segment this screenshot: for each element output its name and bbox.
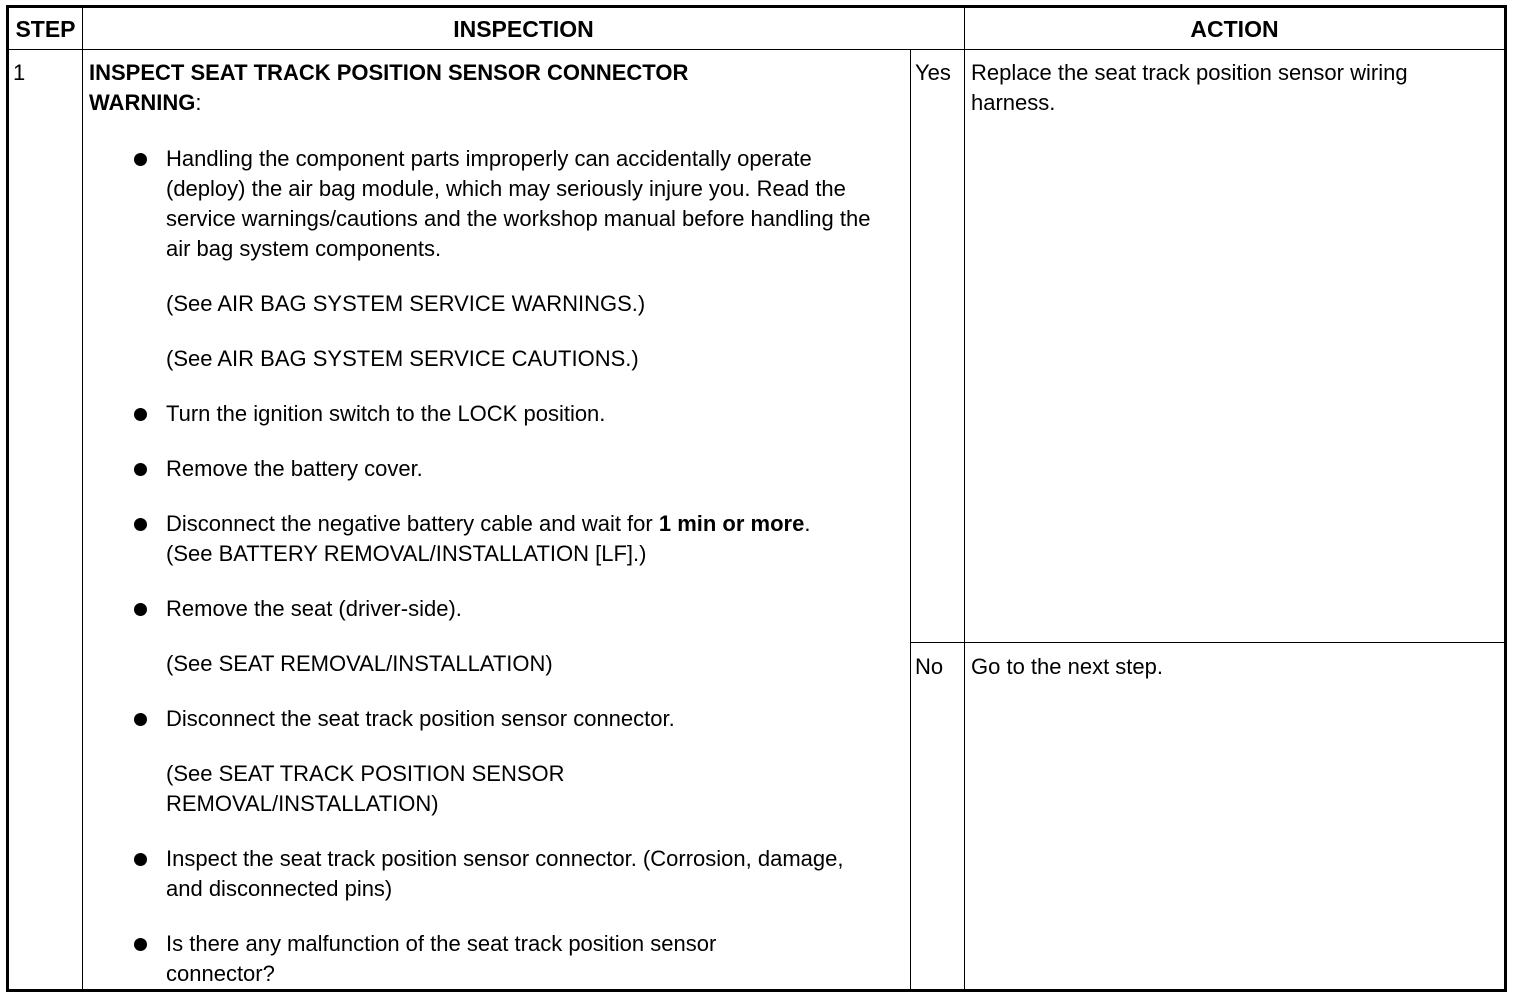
reference-note: (See SEAT TRACK POSITION SENSOR REMOVAL/INSTALLATION) — [166, 761, 565, 816]
bullet-text: . (See BATTERY REMOVAL/INSTALLATION [LF].) — [166, 511, 811, 566]
bullet-icon — [134, 518, 147, 531]
bullet-emphasis: 1 min or more — [658, 511, 805, 536]
answer-yes: Yes — [915, 60, 951, 85]
step-bullet: Turn the ignition switch to the LOCK position. — [166, 401, 606, 426]
warning-colon: : — [195, 90, 202, 115]
header-action: ACTION — [1190, 16, 1279, 42]
bullet-icon — [134, 408, 147, 421]
action-yes: Replace the seat track position sensor wiring harness. — [971, 60, 1408, 115]
header-step: STEP — [15, 16, 76, 42]
bullet-text: Disconnect the negative battery cable and wait for — [166, 511, 659, 536]
col-divider-answer — [910, 49, 911, 989]
reference-note: (See SEAT REMOVAL/INSTALLATION) — [166, 651, 553, 676]
reference-note: (See AIR BAG SYSTEM SERVICE WARNINGS.) — [166, 291, 646, 316]
action-no: Go to the next step. — [971, 654, 1164, 679]
inspection-title: INSPECT SEAT TRACK POSITION SENSOR CONNECTOR — [89, 60, 689, 85]
bullet-icon — [134, 713, 147, 726]
step-bullet: Remove the battery cover. — [166, 456, 423, 481]
bullet-icon — [134, 938, 147, 951]
warning-heading — [89, 88, 201, 118]
question-bullet: Is there any malfunction of the seat track position sensor connector? — [166, 931, 717, 986]
step-bullet: Inspect the seat track position sensor connector. (Corrosion, damage, and disconnected pins) — [166, 846, 844, 901]
answer-no: No — [915, 654, 944, 679]
yes-no-divider — [910, 642, 1504, 643]
inspection-table — [6, 5, 1507, 992]
warning-label: WARNING — [89, 90, 196, 115]
warning-bullet: Handling the component parts improperly can accidentally operate (deploy) the air bag module, which may seriously injure you. Read the service warnings/cautions and the workshop manual before handling the air bag system components. — [166, 146, 871, 261]
col-divider-inspection — [964, 8, 965, 989]
bullet-icon — [134, 153, 147, 166]
col-divider-step — [82, 8, 83, 989]
bullet-icon — [134, 463, 147, 476]
reference-note: (See AIR BAG SYSTEM SERVICE CAUTIONS.) — [166, 346, 639, 371]
step-bullet — [166, 509, 846, 569]
step-bullet: Disconnect the seat track position sensor connector. — [166, 706, 675, 731]
bullet-icon — [134, 603, 147, 616]
step-bullet: Remove the seat (driver-side). — [166, 596, 462, 621]
step-number: 1 — [13, 60, 26, 85]
header-inspection: INSPECTION — [453, 16, 594, 42]
bullet-icon — [134, 853, 147, 866]
